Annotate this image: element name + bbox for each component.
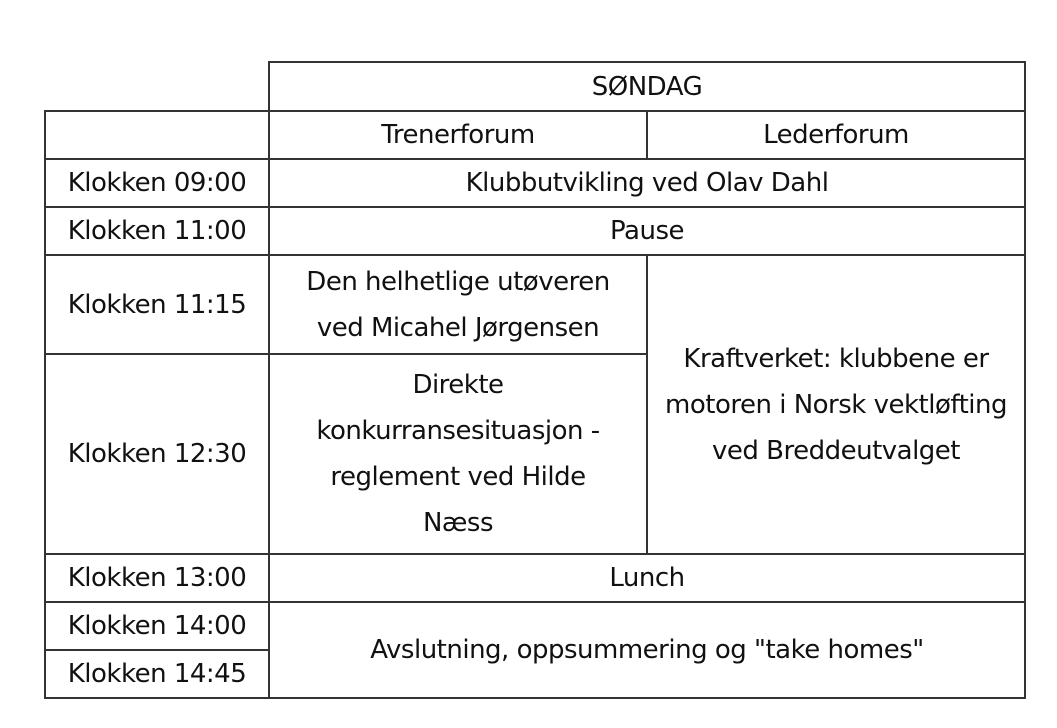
time-cell: Klokken 09:00 — [45, 159, 269, 207]
table-row — [45, 554, 1025, 602]
time-cell: Klokken 12:30 — [45, 354, 269, 554]
session-cell: Lunch — [269, 554, 1025, 602]
track-header-row — [45, 111, 1025, 159]
session-cell: Klubbutvikling ved Olav Dahl — [269, 159, 1025, 207]
table-row — [45, 159, 1025, 207]
table-row — [45, 602, 1025, 650]
time-cell: Klokken 14:45 — [45, 650, 269, 698]
time-cell: Klokken 14:00 — [45, 602, 269, 650]
time-cell: Klokken 11:00 — [45, 207, 269, 255]
day-header-row — [45, 62, 1025, 111]
day-header: SØNDAG — [269, 62, 1025, 111]
trener-session-cell: Direkte konkurransesituasjon - reglement ved Hilde Næss — [269, 354, 647, 554]
trener-session-cell: Den helhetlige utøveren ved Micahel Jørgensen — [269, 255, 647, 354]
track-header-lederforum: Lederforum — [647, 111, 1025, 159]
schedule-table — [44, 61, 1026, 699]
closing-session-cell: Avslutning, oppsummering og "take homes" — [269, 602, 1025, 698]
table-row — [45, 255, 1025, 354]
table-row — [45, 207, 1025, 255]
time-cell: Klokken 11:15 — [45, 255, 269, 354]
time-header-cell — [45, 111, 269, 159]
session-cell: Pause — [269, 207, 1025, 255]
leder-session-cell: Kraftverket: klubbene er motoren i Norsk vektløfting ved Breddeutvalget — [647, 255, 1025, 554]
time-cell: Klokken 13:00 — [45, 554, 269, 602]
track-header-trenerforum: Trenerforum — [269, 111, 647, 159]
corner-cell — [45, 62, 269, 111]
